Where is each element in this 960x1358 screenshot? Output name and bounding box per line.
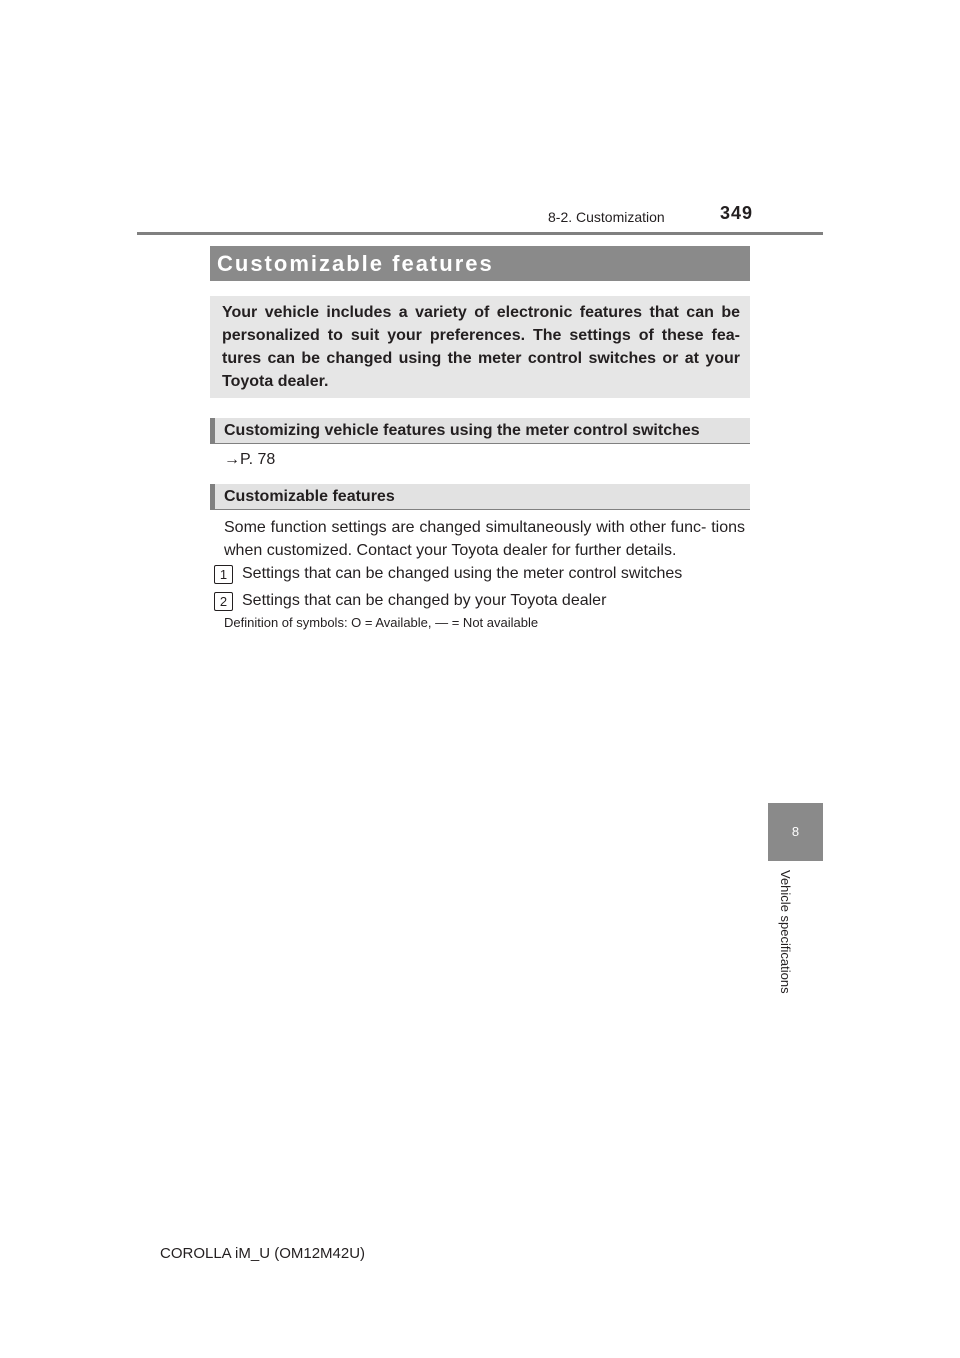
footer-model: COROLLA iM_U (OM12M42U)	[160, 1245, 366, 1262]
chapter-label: Vehicle specifications	[778, 870, 793, 994]
page-number: 349	[720, 203, 754, 223]
subsection-heading-customizable-features: Customizable features	[210, 484, 750, 510]
number-badge: 2	[214, 592, 233, 611]
page-reference-link[interactable]: →P. 78	[224, 451, 276, 468]
page-title: Customizable features	[210, 246, 750, 281]
intro-box: Your vehicle includes a variety of electronic features that can be personalized to suit your preferences. The settings of these fea- tures can be changed using the meter control switches or at your Toyota dealer.	[210, 296, 750, 398]
list-item-text: Settings that can be changed by your Toyota dealer	[242, 592, 607, 609]
header-section: 8-2. Customization	[548, 209, 665, 225]
subsection-heading-meter-switches: Customizing vehicle features using the meter control switches	[210, 418, 750, 444]
symbol-definition: Definition of symbols: O = Available, — = Not available	[224, 615, 539, 630]
chapter-tab: 8	[768, 803, 823, 861]
header-rule	[137, 232, 823, 235]
list-item-text: Settings that can be changed using the meter control switches	[242, 565, 683, 582]
number-badge: 1	[214, 565, 233, 584]
customization-note-paragraph: Some function settings are changed simultaneously with other func- tions when customized. Contact your Toyota dealer for further details.	[224, 519, 745, 559]
